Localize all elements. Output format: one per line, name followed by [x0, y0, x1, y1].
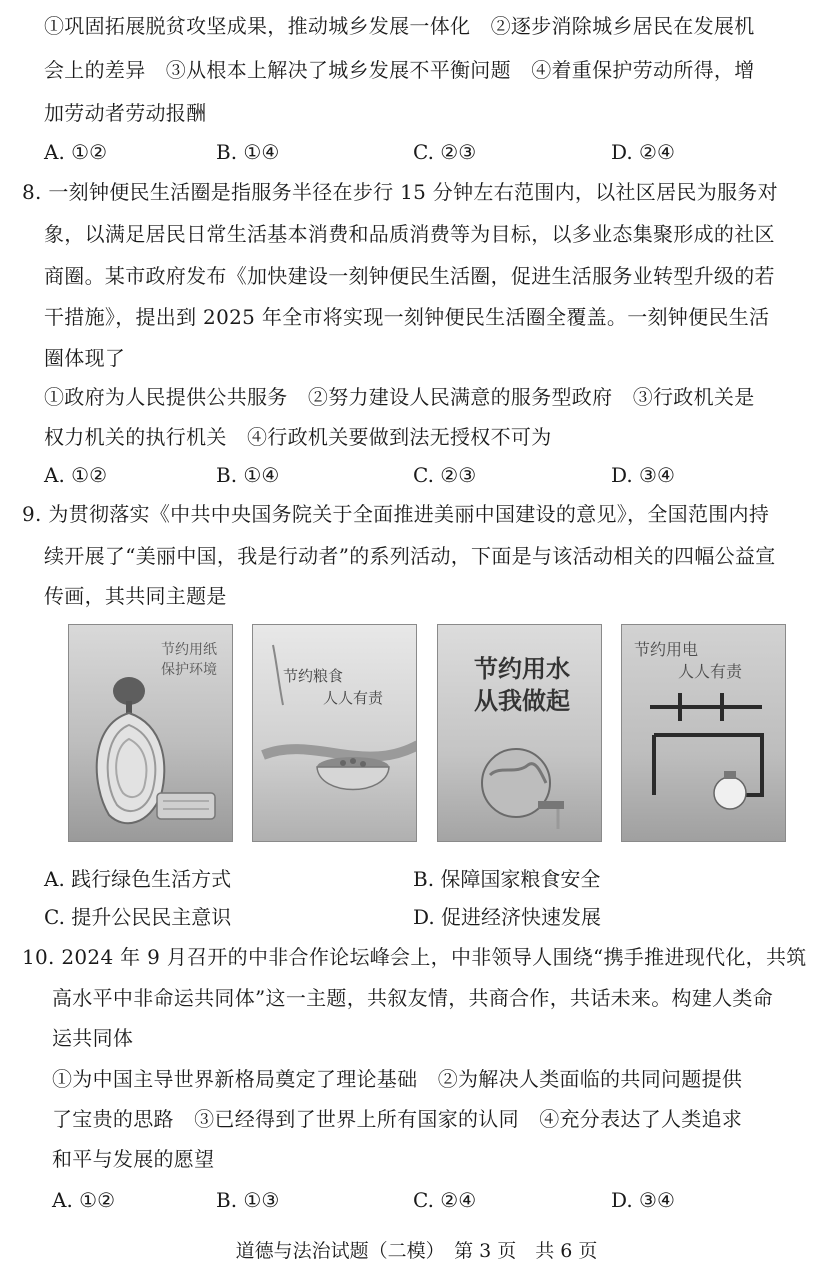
poster-3-line-1: 节约用水	[474, 655, 570, 683]
q10-option-a: A. ①②	[52, 1188, 116, 1212]
q8-option-a: A. ①②	[44, 463, 108, 487]
q7-option-a: A. ①②	[44, 140, 108, 164]
q8-line-1: 8. 一刻钟便民生活圈是指服务半径在步行 15 分钟左右范围内，以社区居民为服务对	[22, 180, 778, 204]
q7-option-b: B. ①④	[216, 140, 280, 164]
poster-save-grain	[252, 624, 417, 842]
light-bulb-illustration	[622, 625, 786, 842]
q9-option-a: A. 践行绿色生活方式	[44, 867, 232, 891]
q9-line-3: 传画，其共同主题是	[44, 584, 227, 608]
q10-line-4: ①为中国主导世界新格局奠定了理论基础 ②为解决人类面临的共同问题提供	[52, 1067, 743, 1091]
poster-4-line-1: 节约用电	[634, 640, 699, 659]
poster-2-line-2: 人人有责	[323, 689, 384, 707]
q8-line-3: 商圈。某市政府发布《加快建设一刻钟便民生活圈，促进生活服务业转型升级的若	[44, 264, 775, 288]
poster-4-line-2: 人人有责	[678, 662, 743, 681]
q10-line-6: 和平与发展的愿望	[52, 1147, 215, 1171]
q10-option-d: D. ③④	[611, 1188, 675, 1212]
q8-line-6: ①政府为人民提供公共服务 ②努力建设人民满意的服务型政府 ③行政机关是	[44, 385, 755, 409]
q10-option-c: C. ②④	[413, 1188, 477, 1212]
q8-option-b: B. ①④	[216, 463, 280, 487]
q7-line-3: 加劳动者劳动报酬	[44, 101, 207, 125]
q8-line-2: 象，以满足居民日常生活基本消费和品质消费等为目标，以多业态集聚形成的社区	[44, 222, 775, 246]
tree-ring-paper-illustration	[69, 625, 233, 842]
q9-line-1: 9. 为贯彻落实《中共中央国务院关于全面推进美丽中国建设的意见》，全国范围内持	[22, 502, 770, 526]
q8-line-7: 权力机关的执行机关 ④行政机关要做到法无授权不可为	[44, 425, 552, 449]
poster-1-line-2: 保护环境	[161, 662, 217, 678]
q10-line-3: 运共同体	[52, 1026, 134, 1050]
poster-save-paper	[68, 624, 233, 842]
q7-option-c: C. ②③	[413, 140, 477, 164]
q9-option-c: C. 提升公民民主意识	[44, 905, 232, 929]
poster-1-line-1: 节约用纸	[161, 642, 217, 658]
globe-faucet-illustration	[438, 625, 602, 842]
poster-save-electricity	[621, 624, 786, 842]
q10-line-5: 了宝贵的思路 ③已经得到了世界上所有国家的认同 ④充分表达了人类追求	[52, 1107, 743, 1131]
q9-option-b: B. 保障国家粮食安全	[413, 867, 601, 891]
q8-option-c: C. ②③	[413, 463, 477, 487]
q7-line-2: 会上的差异 ③从根本上解决了城乡发展不平衡问题 ④着重保护劳动所得，增	[44, 58, 755, 82]
rice-bowl-illustration	[253, 625, 417, 842]
q8-line-4: 干措施》，提出到 2025 年全市将实现一刻钟便民生活圈全覆盖。一刻钟便民生活	[44, 305, 770, 329]
q7-line-1: ①巩固拓展脱贫攻坚成果，推动城乡发展一体化 ②逐步消除城乡居民在发展机	[44, 14, 755, 38]
q8-line-5: 圈体现了	[44, 346, 126, 370]
q10-option-b: B. ①③	[216, 1188, 280, 1212]
poster-2-line-1: 节约粮食	[283, 667, 344, 685]
page-footer: 道德与法治试题（二模） 第 3 页 共 6 页	[235, 1240, 598, 1262]
q7-option-d: D. ②④	[611, 140, 675, 164]
poster-3-line-2: 从我做起	[474, 687, 570, 715]
q8-option-d: D. ③④	[611, 463, 675, 487]
q10-line-1: 10. 2024 年 9 月召开的中非合作论坛峰会上，中非领导人围绕“携手推进现代化，共筑	[22, 945, 807, 969]
q9-line-2: 续开展了“美丽中国，我是行动者”的系列活动，下面是与该活动相关的四幅公益宣	[44, 544, 776, 568]
q10-line-2: 高水平中非命运共同体”这一主题，共叙友情，共商合作，共话未来。构建人类命	[52, 986, 774, 1010]
poster-save-water	[437, 624, 602, 842]
q9-option-d: D. 促进经济快速发展	[413, 905, 602, 929]
